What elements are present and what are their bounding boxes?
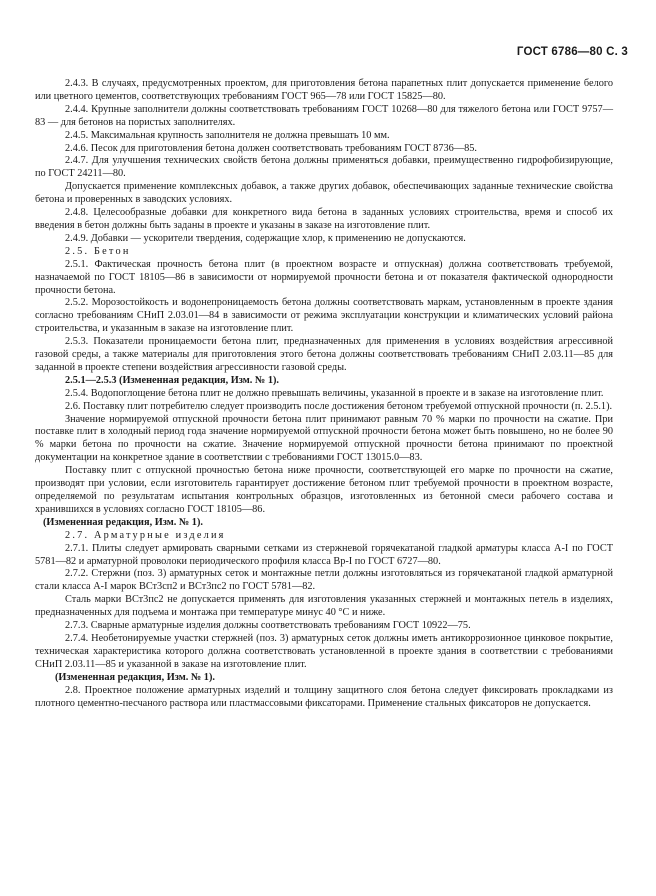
clause-2-4-8: 2.4.8. Целесообразные добавки для конкретного вида бетона в заданных условиях строительства, время и способ их введения в бетон должны быть заданы в проекте и указаны в заказе на изготовление плит. xyxy=(35,207,613,231)
clause-2-4-4: 2.4.4. Крупные заполнители должны соответствовать требованиям ГОСТ 10268—80 для тяжелого бетона или ГОСТ 9757—83 — для бетонов на пористых заполнителях. xyxy=(35,103,613,128)
clause-2-6-value: Значение нормируемой отпускной прочности бетона плит принимают равным 70 % марки по прочности на сжатие. При поставке плит в холодный период года значение нормируемой отпускной прочности бетона может быть повышено, но не более 90 % марки бетона по прочности на сжатие. Значение нормируемой отпускной прочности бетона принимают по проектной документации на конкретное здание в соответствии с требованиями ГОСТ 13015.0—83. xyxy=(35,413,613,464)
page-header: ГОСТ 6786—80 С. 3 xyxy=(516,46,628,58)
clause-2-5-4: 2.5.4. Водопоглощение бетона плит не должно превышать величины, указанной в проекте и в заказе на изготовление плит. xyxy=(65,387,604,399)
clause-2-7-4: 2.7.4. Необетонируемые участки стержней (поз. 3) арматурных сеток должны иметь антикоррозионное цинковое покрытие, техническая характеристика которого должна соответствовать установленной в проекте здания в соответствии с требованиями СНиП 2.03.11—85 и указанной в заказе на изготовление плит. xyxy=(35,632,613,670)
clause-2-5-2: 2.5.2. Морозостойкость и водонепроницаемость бетона должны соответствовать маркам, установленным в проекте здания согласно требованиям СНиП 2.03.01—84 в зависимости от режима эксплуатации конструкции и климатических условий района строительства, и указанным в заказе на изготовление плит. xyxy=(35,297,613,335)
document-body xyxy=(35,78,613,710)
amendment-note-2-6: (Измененная редакция, Изм. № 1). xyxy=(43,516,203,528)
clause-2-7-3: 2.7.3. Сварные арматурные изделия должны соответствовать требованиям ГОСТ 10922—75. xyxy=(65,620,471,632)
clause-2-6-delivery: Поставку плит с отпускной прочностью бетона ниже прочности, соответствующей его марке по прочности на сжатие, производят при условии, если изготовитель гарантирует достижение бетоном плит требуемой прочности в проектном возрасте, определяемой по результатам испытания контрольных образцов, изготовленных из бетонной смеси рабочего состава и хранившихся в условиях согласно ГОСТ 18105—86. xyxy=(35,465,613,515)
clause-2-4-5: 2.4.5. Максимальная крупность заполнителя не должна превышать 10 мм. xyxy=(65,129,390,141)
clause-2-6: 2.6. Поставку плит потребителю следует производить после достижения бетоном требуемой отпускной прочности (п. 2.5.1). xyxy=(65,400,613,412)
amendment-note-2-7: (Измененная редакция, Изм. № 1). xyxy=(55,671,215,683)
clause-2-4-7: 2.4.7. Для улучшения технических свойств бетона должны применяться добавки, преимущественно гидрофобизирующие, по ГОСТ 24211—80. xyxy=(35,155,613,180)
clause-2-7-2-note: Сталь марки ВСт3пс2 не допускается применять для изготовления указанных стержней и монтажных петель в изделиях, предназначенных для подъема и монтажа при температуре минус 40 °С и ниже. xyxy=(35,594,613,619)
section-heading-2-5: 2.5. Бетон xyxy=(65,245,131,257)
section-heading-2-7: 2.7. Арматурные изделия xyxy=(65,529,226,541)
clause-2-5-3: 2.5.3. Показатели проницаемости бетона плит, предназначенных для применения в условиях воздействия агрессивной газовой среды, а также материалы для приготовления этого бетона должны соответствовать требованиям СНиП 2.03.11—85 для заданной в проекте степени воздействия агрессивности газовой среды. xyxy=(35,336,613,373)
clause-2-8: 2.8. Проектное положение арматурных изделий и толщину защитного слоя бетона следует фиксировать прокладками из плотного цементно-песчаного раствора или пластмассовыми фиксаторами. Применение стальных фиксаторов не допускается. xyxy=(35,684,613,709)
clause-2-7-2: 2.7.2. Стержни (поз. 3) арматурных сеток и монтажные петли должны изготовляться из горячекатаной гладкой арматурной стали класса А-I марок ВСт3сп2 и ВСт3пс2 по ГОСТ 5781—82. xyxy=(35,568,613,593)
clause-2-7-1: 2.7.1. Плиты следует армировать сварными сетками из стержневой горячекатаной гладкой арматуры класса А-I по ГОСТ 5781—82 и арматурной проволоки периодического профиля класса Вр-I по ГОСТ 6727—80. xyxy=(35,542,613,567)
clause-2-4-6: 2.4.6. Песок для приготовления бетона должен соответствовать требованиям ГОСТ 8736—85. xyxy=(65,142,477,154)
clause-2-4-7-note: Допускается применение комплексных добавок, а также других добавок, обеспечивающих заданные технические свойства бетона и проверенных в заводских условиях. xyxy=(35,181,613,206)
amendment-note-2-5: 2.5.1—2.5.3 (Измененная редакция, Изм. № 1). xyxy=(65,374,280,386)
clause-2-4-3: 2.4.3. В случаях, предусмотренных проектом, для приготовления бетона парапетных плит допускается применение белого или цветного цементов, соответствующих требованиям ГОСТ 965—78 или ГОСТ 15825—80. xyxy=(35,78,613,102)
clause-2-4-9: 2.4.9. Добавки — ускорители твердения, содержащие хлор, к применению не допускаются. xyxy=(65,232,466,244)
clause-2-5-1: 2.5.1. Фактическая прочность бетона плит (в проектном возрасте и отпускная) должна соответствовать требуемой, назначаемой по ГОСТ 18105—86 в зависимости от нормируемой прочности бетона и от показателя фактической однородности прочности бетона. xyxy=(35,258,613,296)
